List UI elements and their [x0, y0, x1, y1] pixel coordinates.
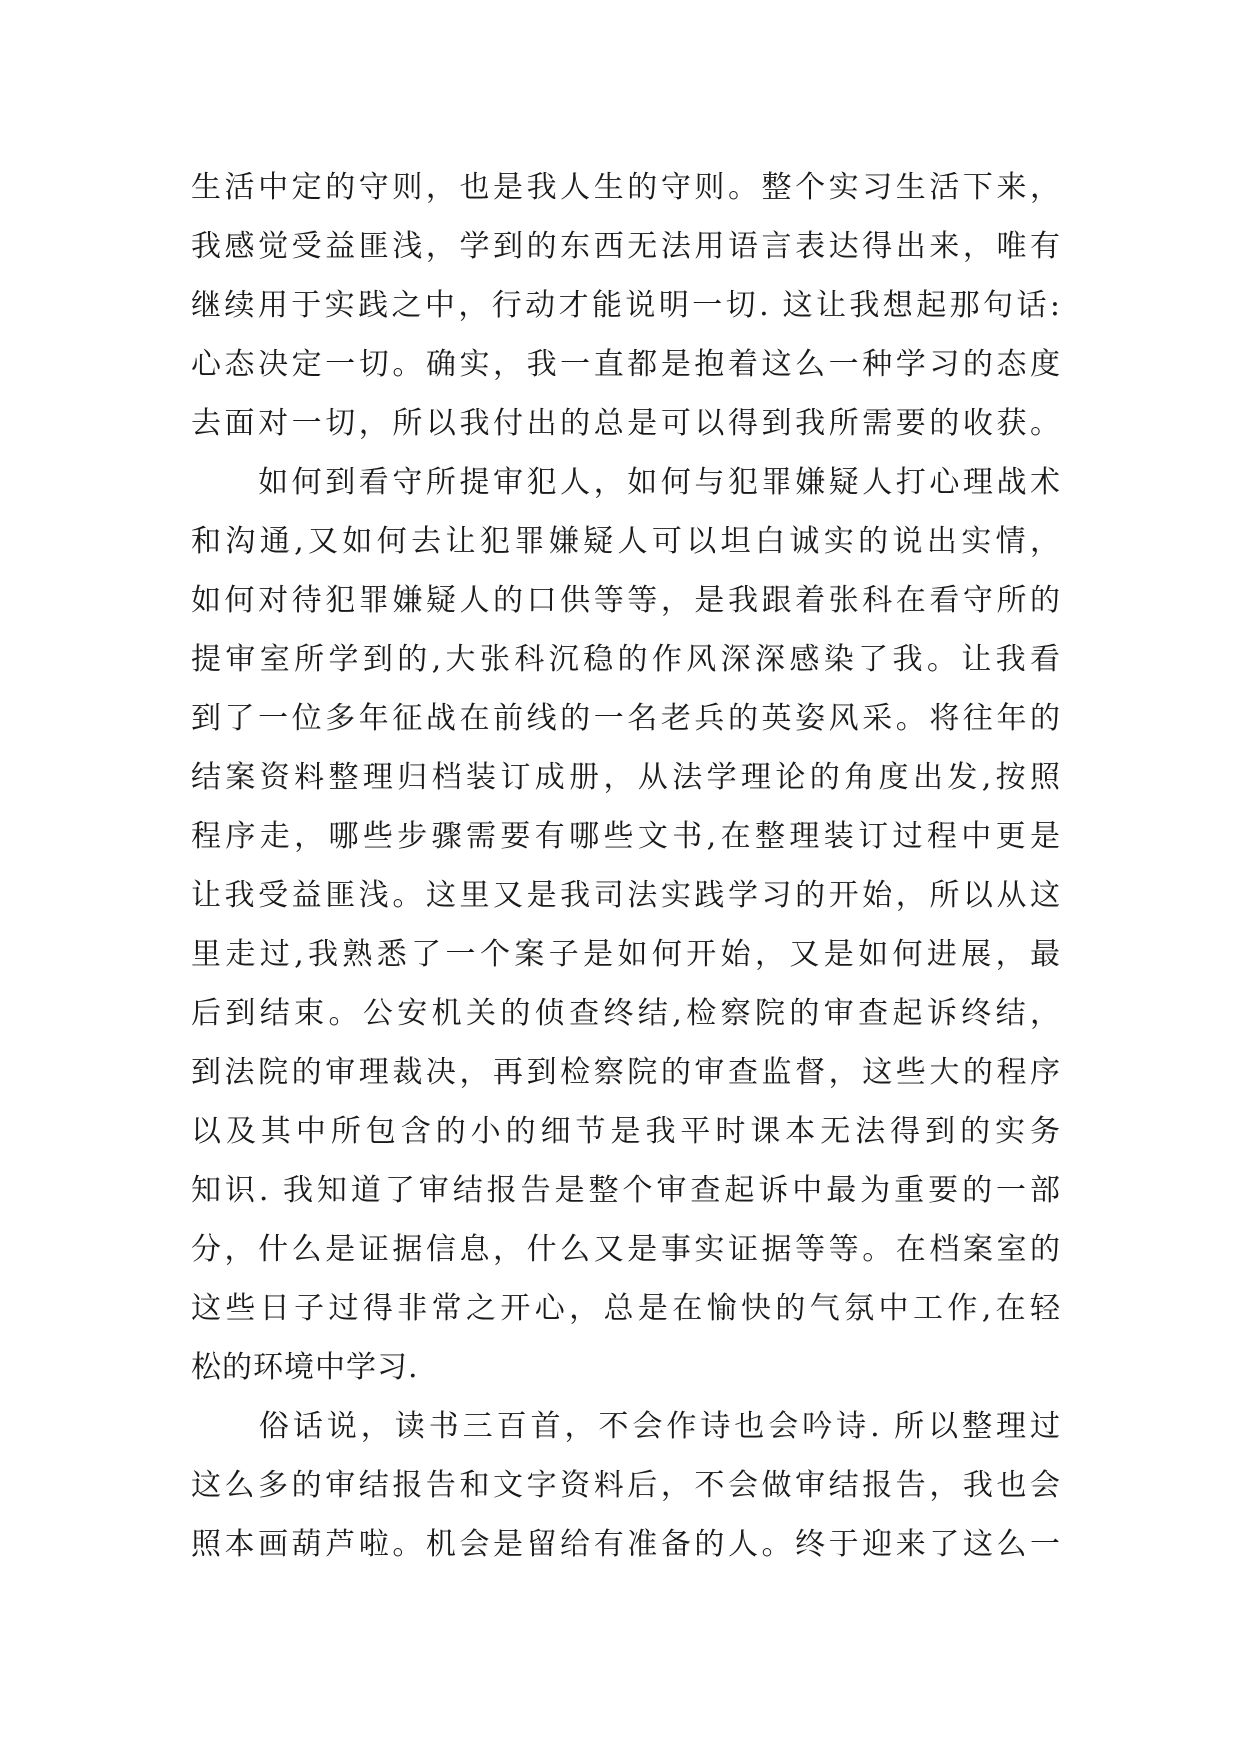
body-text: [191, 158, 1061, 1574]
text-line: 如何对待犯罪嫌疑人的口供等等，是我跟着张科在看守所的: [191, 583, 1061, 618]
text-line: 继续用于实践之中，行动才能说明一切. 这让我想起那句话:: [191, 288, 1061, 323]
text-line: 生活中定的守则，也是我人生的守则。整个实习生活下来，: [191, 170, 1061, 205]
text-line: 到了一位多年征战在前线的一名老兵的英姿风采。将往年的: [191, 701, 1061, 736]
text-line: 松的环境中学习.: [191, 1350, 419, 1385]
text-line: 后到结束。公安机关的侦查终结,检察院的审查起诉终结，: [191, 996, 1061, 1031]
text-line: 这些日子过得非常之开心，总是在愉快的气氛中工作,在轻: [191, 1291, 1061, 1326]
text-line: 提审室所学到的,大张科沉稳的作风深深感染了我。让我看: [191, 642, 1061, 677]
text-line: 我感觉受益匪浅，学到的东西无法用语言表达得出来，唯有: [191, 229, 1061, 264]
text-line: 这么多的审结报告和文字资料后，不会做审结报告，我也会: [191, 1468, 1061, 1503]
text-line: 和沟通,又如何去让犯罪嫌疑人可以坦白诚实的说出实情，: [191, 524, 1061, 559]
text-line: 以及其中所包含的小的细节是我平时课本无法得到的实务: [191, 1114, 1061, 1149]
text-line: 结案资料整理归档装订成册，从法学理论的角度出发,按照: [191, 760, 1061, 795]
text-line: 里走过,我熟悉了一个案子是如何开始，又是如何进展，最: [191, 937, 1061, 972]
text-line: 知识. 我知道了审结报告是整个审查起诉中最为重要的一部: [191, 1173, 1061, 1208]
text-line: 去面对一切，所以我付出的总是可以得到我所需要的收获。: [191, 406, 1061, 441]
text-line: 心态决定一切。确实，我一直都是抱着这么一种学习的态度: [191, 347, 1061, 382]
text-line: 照本画葫芦啦。机会是留给有准备的人。终于迎来了这么一: [191, 1527, 1061, 1562]
text-line: 让我受益匪浅。这里又是我司法实践学习的开始，所以从这: [191, 878, 1061, 913]
text-line: 到法院的审理裁决，再到检察院的审查监督，这些大的程序: [191, 1055, 1061, 1090]
text-line: 如何到看守所提审犯人，如何与犯罪嫌疑人打心理战术: [191, 465, 1061, 500]
text-line: 程序走，哪些步骤需要有哪些文书,在整理装订过程中更是: [191, 819, 1061, 854]
text-line: 分，什么是证据信息，什么又是事实证据等等。在档案室的: [191, 1232, 1061, 1267]
text-line: 俗话说，读书三百首，不会作诗也会吟诗. 所以整理过: [191, 1409, 1061, 1444]
